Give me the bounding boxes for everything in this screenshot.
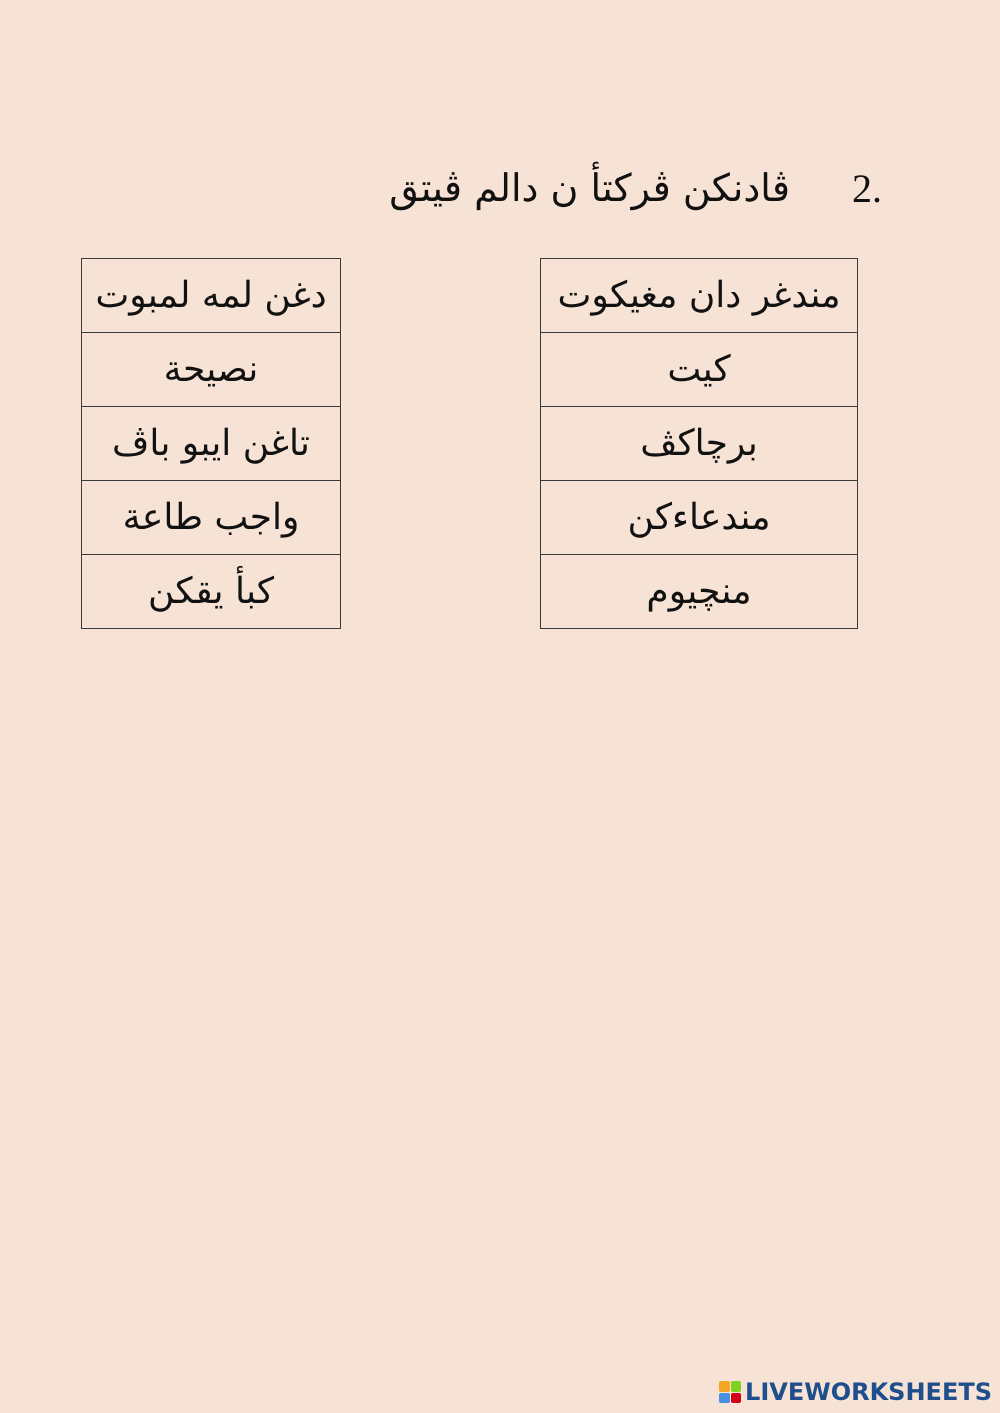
word-cell[interactable]: مندعاءكن [541,481,858,555]
logo-square [719,1381,730,1392]
word-cell[interactable]: برچاكڤ [541,407,858,481]
logo-square [731,1393,742,1404]
word-cell[interactable]: كبأ يقكن [82,555,341,629]
table-row [82,481,341,555]
question-number: 2. [852,165,882,211]
table-row [82,333,341,407]
word-cell[interactable]: كيت [541,333,858,407]
question-heading [389,158,882,218]
table-row [541,555,858,629]
word-cell[interactable]: مندغر دان مغيكوت [541,259,858,333]
table-row [541,333,858,407]
table-row [82,259,341,333]
logo-square [719,1393,730,1404]
word-cell[interactable]: دغن لمه لمبوت [82,259,341,333]
word-table-left [81,258,341,629]
liveworksheets-brand-text: LIVEWORKSHEETS [745,1378,992,1406]
table-row [541,481,858,555]
word-table-right [540,258,858,629]
table-row [82,407,341,481]
word-cell[interactable]: تاغن ايبو باڤ [82,407,341,481]
table-row [541,407,858,481]
table-row [541,259,858,333]
question-text: ڤادنكن ڤركتأ ن دالم ڤيتق [389,166,790,210]
word-cell[interactable]: نصيحة [82,333,341,407]
liveworksheets-logo [719,1377,992,1407]
table-row [82,555,341,629]
word-cell[interactable]: منچيوم [541,555,858,629]
word-cell[interactable]: واجب طاعة [82,481,341,555]
liveworksheets-logo-icon [719,1381,741,1403]
logo-square [731,1381,742,1392]
